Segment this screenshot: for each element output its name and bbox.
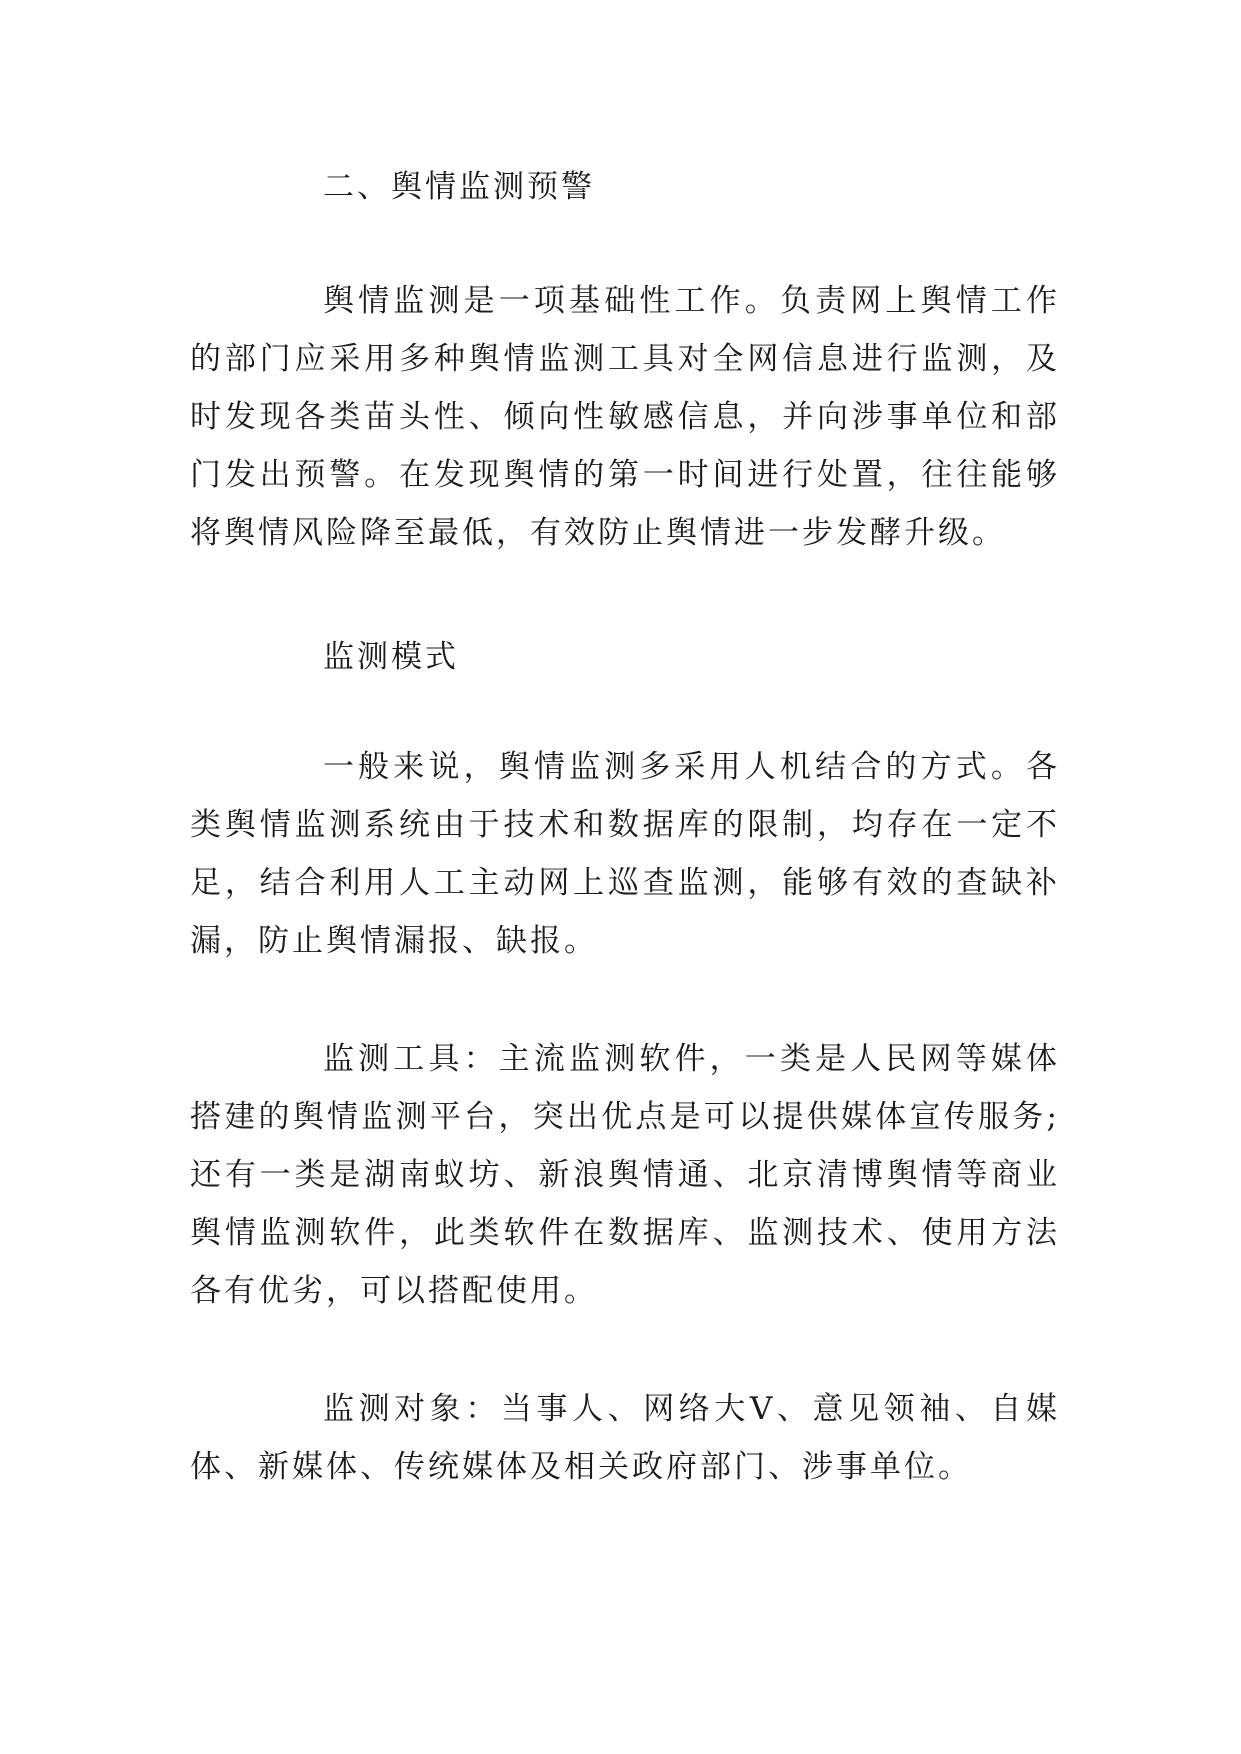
- paragraph-monitoring-mode: 一般来说，舆情监测多采用人机结合的方式。各类舆情监测系统由于技术和数据库的限制，均存在一定不足，结合利用人工主动网上巡查监测，能够有效的查缺补漏，防止舆情漏报、缺报。: [190, 749, 1060, 959]
- paragraph-monitoring-targets: 监测对象：当事人、网络大V、意见领袖、自媒体、新媒体、传统媒体及相关政府部门、涉事单位。: [190, 1391, 1060, 1485]
- paragraph-monitoring-intro: 舆情监测是一项基础性工作。负责网上舆情工作的部门应采用多种舆情监测工具对全网信息进行监测，及时发现各类苗头性、倾向性敏感信息，并向涉事单位和部门发出预警。在发现舆情的第一时间进行处置，往往能够将舆情风险降至最低，有效防止舆情进一步发酵升级。: [190, 283, 1060, 551]
- section-heading: 二、舆情监测预警: [323, 169, 595, 205]
- paragraph-monitoring-tools: 监测工具：主流监测软件，一类是人民网等媒体搭建的舆情监测平台，突出优点是可以提供媒体宣传服务;还有一类是湖南蚁坊、新浪舆情通、北京清博舆情等商业舆情监测软件，此类软件在数据库、监测技术、使用方法各有优劣，可以搭配使用。: [190, 1041, 1060, 1309]
- subheading-monitoring-mode: 监测模式: [323, 639, 459, 675]
